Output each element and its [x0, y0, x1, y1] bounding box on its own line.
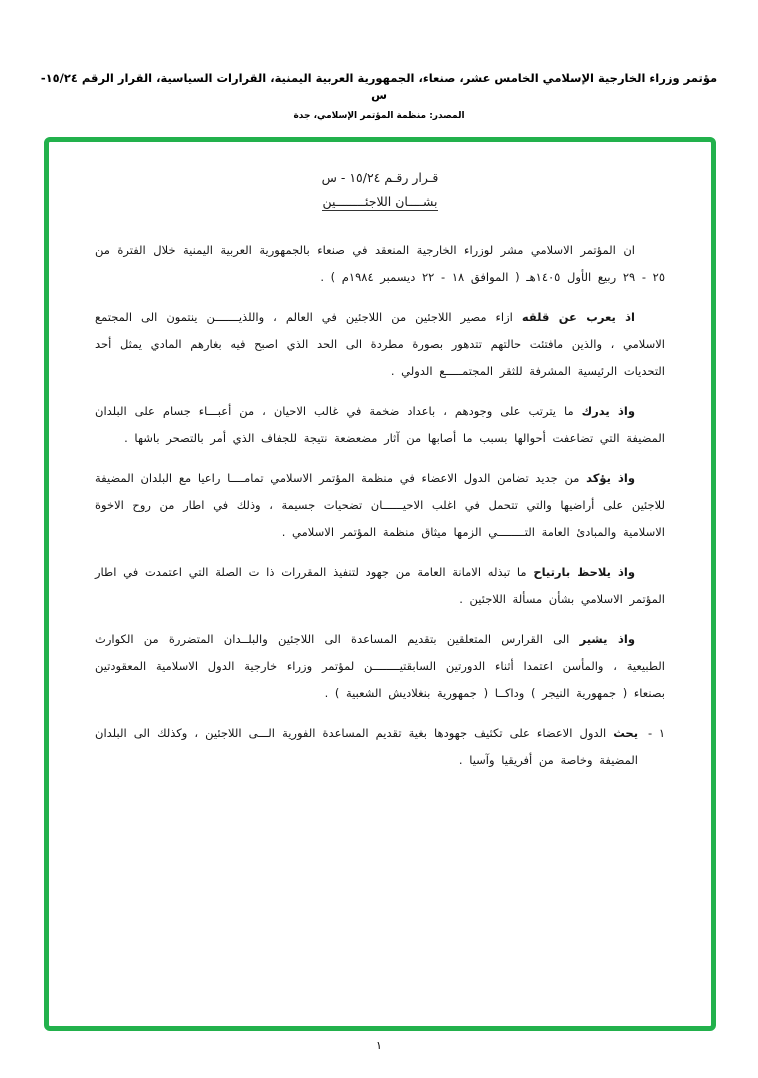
paragraph: [95, 559, 665, 613]
paragraph: [95, 465, 665, 546]
resolution-subject: بشــــان اللاجئــــــــين: [322, 194, 438, 209]
resolution-number: قـرار رقـم ١٥/٢٤ - س: [321, 170, 439, 185]
paragraph-lead: واذ يدرك: [581, 404, 635, 419]
page-number: ١: [376, 1039, 382, 1052]
paragraph-text: ما يترتب على وجودهم ، باعداد ضخمة في غالب الاحيان ، من أعبـــاء جسام على البلدان المضيفة التي تضاعفت أحوالها بسبب ما أصابها من آثار مضعضعة نتيجة للجفاف الذي أمر بالتصحر باشها .: [95, 404, 665, 446]
header-title: مؤتمر وزراء الخارجية الإسلامي الخامس عشر، صنعاء، الجمهورية العربية اليمنية، القرارات السياسية، القرار الرقم ١٥/٢٤-س: [40, 71, 718, 103]
document-header: [0, 0, 758, 121]
paragraph-lead: واذ يلاحظ بارتياح: [533, 565, 636, 580]
paragraph: [95, 626, 665, 707]
paragraph-text: ما تبذله الامانة العامة من جهود لتنفيذ المقررات ذا ت الصلة التي اعتمدت في اطار المؤتمر الاسلامي بشأن مسألة اللاجئين .: [95, 565, 665, 607]
paragraph-lead: واذ يشير: [579, 632, 635, 647]
paragraph-text: الى القرارس المتعلقين بتقديم المساعدة الى اللاجئين والبلــدان المتضررة من الكوارث الطبيعية ، والمأسن اعتمدا أثناء الدورتين السابقتيــــــــن لمؤتمر وزراء خارجية الدول الاسلامية المعقودتين بصنعاء ( جمهورية النيجر ) وداكــا ( جمهورية بنغلاديش الشعبية ) .: [95, 632, 665, 701]
paragraph: [95, 398, 665, 452]
paragraph: [95, 304, 665, 385]
clause-number: ١ -: [648, 726, 665, 741]
resolution-title-block: [95, 170, 665, 211]
header-source: المصدر: منظمة المؤتمر الإسلامي، جدة: [293, 110, 465, 121]
clause-lead: يحث: [613, 726, 639, 741]
clause-body: [95, 720, 638, 774]
clause-text: الدول الاعضاء على تكثيف جهودها بغية تقديم المساعدة الفورية الـــى اللاجئين ، وكذلك الى البلدان المضيفة وخاصة من أفريقيا وآسيا .: [95, 726, 638, 768]
paragraph-lead: اذ يعرب عن قلقه: [521, 310, 635, 325]
paragraph-text: ان المؤتمر الاسلامي مشر لوزراء الخارجية المنعقد في صنعاء بالجمهورية العربية اليمنية خلال الفترة من ٢٥ - ٢٩ ربيع الأول ١٤٠٥هـ ( الموافق ١٨ - ٢٢ ديسمبر ١٩٨٤م ) .: [95, 243, 665, 285]
paragraph: [95, 237, 665, 291]
scanned-page-content: [49, 142, 711, 774]
paragraph-text: من جديد تضامن الدول الاعضاء في منظمة المؤتمر الاسلامي تمامــــا راعيا مع البلدان المضيفة للاجئين على أراضيها والتي تتحمل في اغلب الاحيــــــان تضحيات جسيمة ، وذلك في اطار من روح الاخوة الاسلامية والمبادئ العامة التــــــــي الزمها ميثاق منظمة المؤتمر الاسلامي .: [95, 471, 665, 540]
paragraph-lead: واذ يؤكد: [586, 471, 635, 486]
scanned-page-frame: [44, 137, 716, 1031]
paragraph-text: ازاء مصير اللاجئين من اللاجئين في العالم ، واللذيـــــــن ينتمون الى المجتمع الاسلامي ، والذين مافتئت حالتهم تتدهور بصورة مطردة الى الحد الذي اصبح فيه بغارهم المادي يمثل أحد التحديات الرئيسية المشرفة للثقر المجتمـــــع الدولي .: [95, 310, 665, 379]
clause: [95, 720, 665, 774]
